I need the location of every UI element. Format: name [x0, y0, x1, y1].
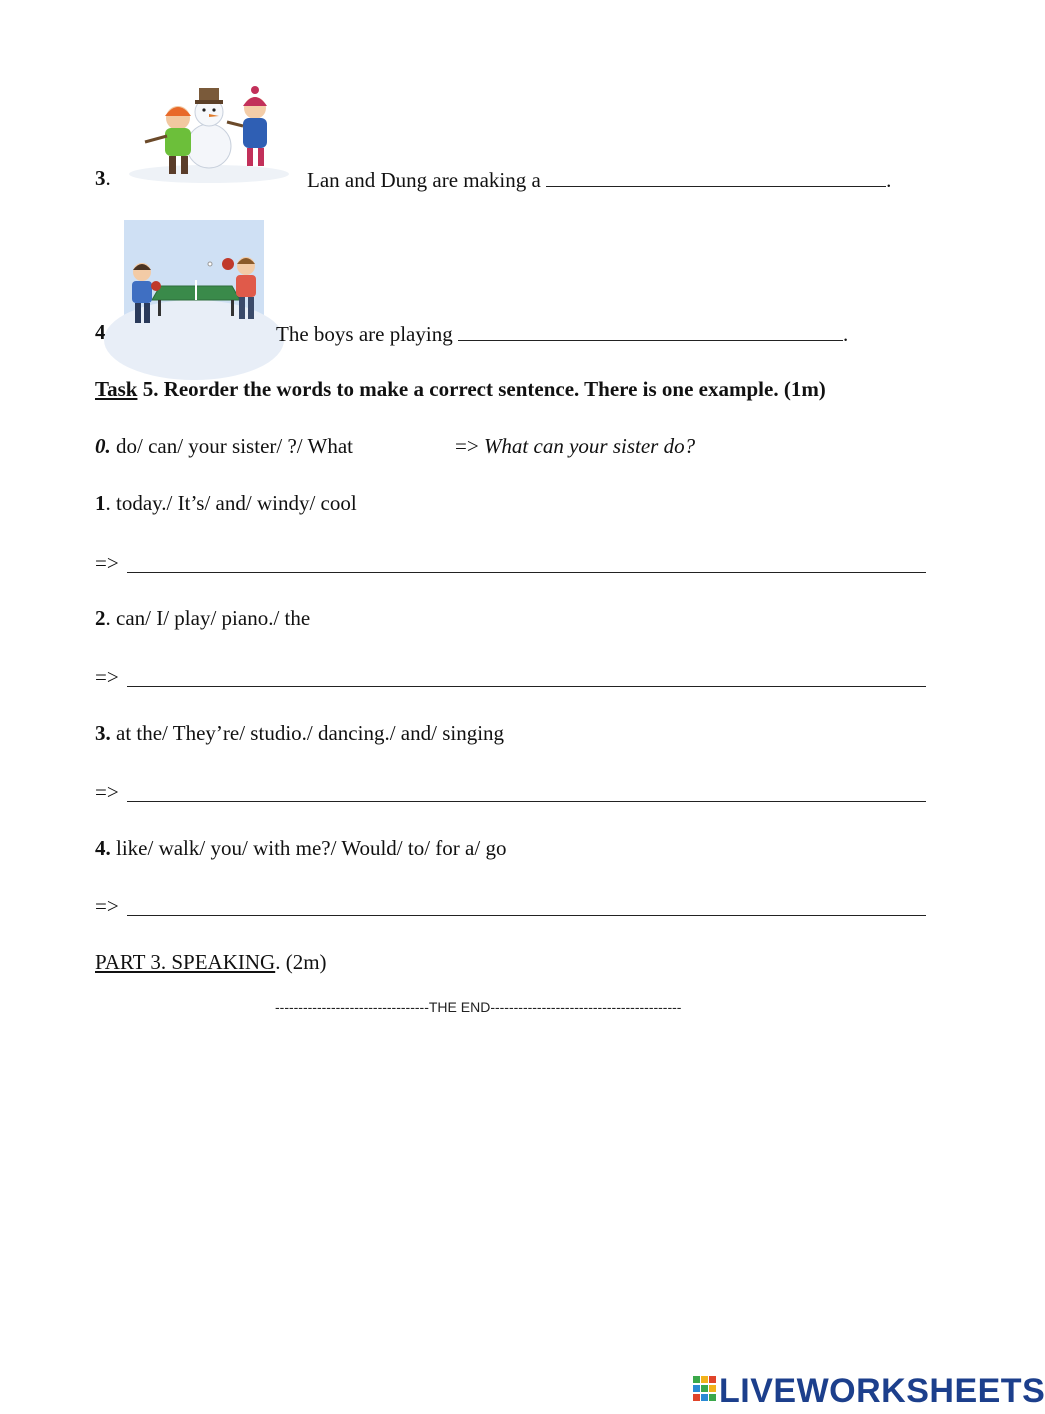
item-1-prompt: 1. today./ It’s/ and/ windy/ cool [95, 491, 357, 515]
question-4-sentence: The boys are playing . [276, 322, 849, 346]
example-prompt: 0. do/ can/ your sister/ ?/ What [95, 434, 353, 458]
table-tennis-picture [124, 220, 264, 338]
question-4-number: 4 [95, 320, 106, 344]
item-1-answer-line[interactable] [127, 572, 926, 573]
part-3-heading: PART 3. SPEAKING. (2m) [95, 950, 327, 974]
question-3-sentence: Lan and Dung are making a . [307, 168, 892, 192]
question-3-number: 3. [95, 166, 111, 190]
task-5-heading: Task 5. Reorder the words to make a correct sentence. There is one example. (1m) [95, 377, 826, 401]
item-3-prompt: 3. at the/ They’re/ studio./ dancing./ and/ singing [95, 721, 505, 745]
item-2-arrow: => [95, 665, 119, 689]
the-end-line: ---------------------------------THE END----------------------------------------- [275, 999, 682, 1015]
item-3-arrow: => [95, 780, 119, 804]
item-3-answer-line[interactable] [127, 801, 926, 802]
item-4-answer-line[interactable] [127, 915, 926, 916]
item-4-arrow: => [95, 894, 119, 918]
item-1-arrow: => [95, 551, 119, 575]
snowman-picture [123, 70, 295, 184]
item-2-prompt: 2. can/ I/ play/ piano./ the [95, 606, 311, 630]
liveworksheets-wordmark: LIVEWORKSHEETS [719, 1372, 1045, 1410]
example-answer: => What can your sister do? [455, 434, 696, 458]
liveworksheets-grid-icon [693, 1374, 717, 1409]
liveworksheets-logo [693, 1372, 1045, 1410]
item-2-answer-line[interactable] [127, 686, 926, 687]
question-3-answer-blank[interactable] [546, 166, 886, 187]
item-4-prompt: 4. like/ walk/ you/ with me?/ Would/ to/ for a/ go [95, 836, 507, 860]
question-4-answer-blank[interactable] [458, 320, 843, 341]
